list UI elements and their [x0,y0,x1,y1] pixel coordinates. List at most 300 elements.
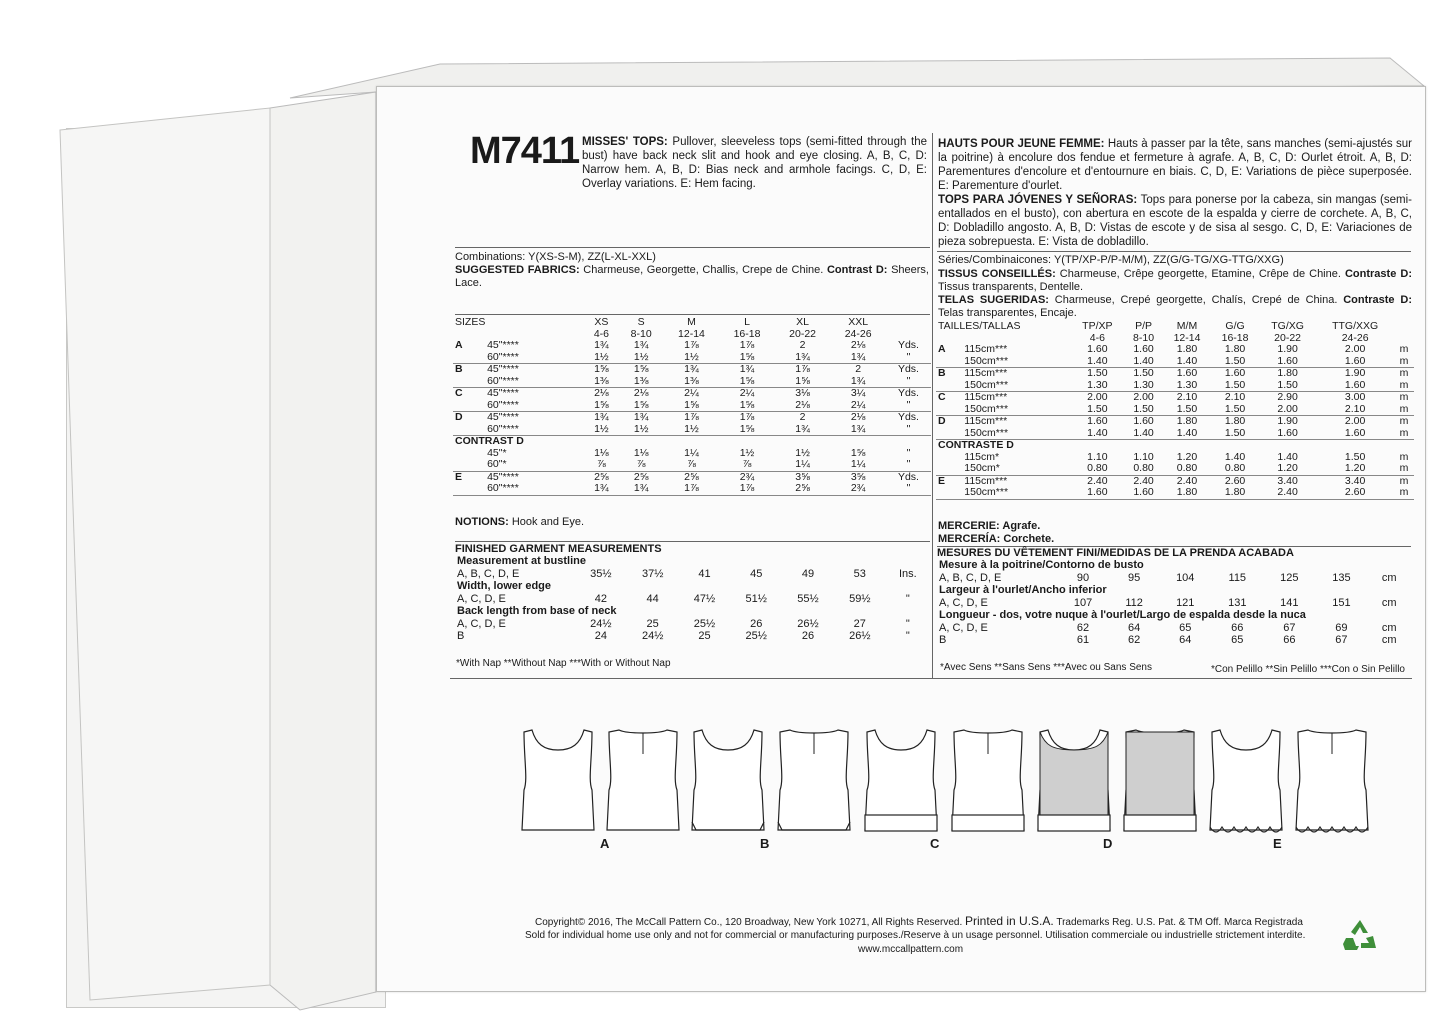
yardage-value: 2¾ [830,483,886,495]
yardage-row [936,428,1414,440]
finished-row [455,593,930,606]
yardage-value: 2 [799,411,806,423]
yardage-value: Yds. [897,470,919,483]
yardage-row [936,380,1414,392]
yardage-row [936,440,1414,452]
yardage-value: m [1394,463,1414,475]
measurement-value: " [905,630,910,643]
yardage-value: " [886,483,931,495]
fabric-width: 45"* [487,446,507,459]
notions-text: Hook and Eye. [511,516,584,528]
yardage-row [936,404,1414,416]
yardage-value: 2.00 [1133,391,1154,403]
measurement-value: 65 [1231,634,1244,647]
view-label: A [455,339,463,351]
fabric-width: 60"**** [485,424,584,436]
measurement-value: 55½ [797,592,819,605]
fabric-width: 115cm*** [964,415,1008,427]
yardage-value: 1¾ [594,411,609,423]
yardage-value: 2⅛ [594,387,609,399]
yardage-value: 2⅛ [633,387,649,399]
yardage-value: 1¾ [684,363,699,375]
measurement-value: 24½ [641,630,664,643]
recycle-icon [1342,918,1378,952]
description-en-heading: MISSES' TOPS: [582,136,668,148]
yardage-value [1259,440,1316,452]
yardage-value: 0.80 [1124,463,1163,475]
yardage-value: 1.50 [1071,404,1124,416]
yardage-value: 1.80 [1211,487,1259,499]
yardage-value: 1½ [619,424,664,436]
yardage-value: 1.60 [1316,356,1394,368]
yardage-value: m [1394,428,1414,440]
yardage-value: 1¾ [594,339,609,351]
printed-in: Printed in U.S.A. [965,914,1054,928]
finished-group-row [937,559,1411,572]
yardage-value: 0.80 [1071,463,1124,475]
yardage-value: 2.40 [1176,474,1198,487]
yardage-value: 1.90 [1277,415,1298,427]
yardage-value: 2 [855,363,862,375]
size-header: TAILLES/TALLAS [938,320,1021,332]
yardage-value: 1¾ [633,339,649,351]
yardage-header-row [453,317,931,329]
tissus-conseilles [938,268,1412,320]
yardage-value: 1.60 [1176,367,1198,379]
yardage-value: 1⅞ [739,411,755,423]
view-b-front-drawing [692,730,764,830]
yardage-value: 1.40 [1277,450,1298,463]
view-c-back-drawing [952,730,1024,831]
yardage-value: ⅞ [719,459,775,471]
yardage-row [936,368,1414,380]
view-label: C [455,387,463,399]
yardage-row [936,356,1414,368]
yardage-value: 2¾ [739,470,755,483]
yardage-value [1394,440,1414,452]
finished-group-row [937,609,1411,622]
yardage-value: 2⅝ [775,483,831,495]
yardage-value: 1½ [584,424,619,436]
yardage-value [1124,440,1163,452]
view-label [936,404,962,416]
yardage-value: 1.50 [1211,356,1259,368]
yardage-value: " [886,352,931,364]
view-label: B [455,363,463,375]
fabrics-heading: SUGGESTED FABRICS: [455,264,580,276]
fabric-width: 150cm*** [962,404,1070,416]
fabric-width: 150cm* [962,463,1070,475]
yardage-value: 1.60 [1133,343,1154,355]
yardage-value: 1¾ [830,352,886,364]
finished-row [937,622,1411,635]
yardage-value: 1.60 [1087,415,1108,427]
yardage-value: 2.60 [1316,487,1394,499]
finished-group-row [455,605,930,618]
description-en [582,135,927,191]
view-label-d: D [1103,836,1113,851]
yardage-value: 2.10 [1316,404,1394,416]
yardage-value: 2⅛ [775,400,831,412]
measurement-value: 151 [1332,596,1351,609]
view-label: CONTRAST D [455,435,524,447]
view-label [936,356,962,368]
views-label: B [457,630,465,643]
yardage-row [453,340,931,352]
view-label [936,452,962,464]
yardage-value: 1⅛ [633,446,649,459]
measurement-value: 104 [1176,571,1195,584]
yardage-value [1163,440,1211,452]
size-header: M [687,316,696,328]
yardage-row [936,392,1414,404]
measurement-heading: Mesure à la poitrine/Contorno de busto [939,559,1144,572]
yardage-value: 1.30 [1163,380,1211,392]
yardage-row [936,344,1414,356]
finished-group-row [455,555,930,568]
yardage-value: 1⅝ [719,376,775,388]
measurement-value: 125 [1280,571,1299,584]
measurement-value: 27 [853,617,866,630]
finished-row [937,634,1411,647]
yardage-value: Yds. [897,339,919,351]
yardage-value: 2.00 [1087,391,1108,403]
yardage-value: 3⅝ [795,470,810,483]
yardage-value: 1.80 [1176,343,1198,355]
yardage-value [830,436,886,448]
tissus-contrast-heading: Contraste D: [1344,268,1412,280]
size-header: S [637,316,645,328]
measurement-value: 121 [1176,596,1195,609]
yardage-value: 1¼ [830,459,886,471]
yardage-value: 1.30 [1124,380,1163,392]
yardage-value: 1¼ [684,446,699,459]
measurement-value: 47½ [693,592,716,605]
yardage-row [453,483,931,495]
yardage-value: 2.40 [1087,474,1108,487]
view-label [936,463,962,475]
yardage-value: 2⅛ [850,411,866,423]
measurement-heading: Largeur à l'ourlet/Ancho inferior [939,584,1107,597]
view-label: D [938,415,946,427]
view-label: E [938,474,946,487]
size-header [886,317,931,329]
finished-measurements-en [455,543,930,643]
yardage-row [936,452,1414,464]
pattern-number: M7411 [470,130,580,172]
yardage-value: m [1399,391,1409,403]
finished-row [455,618,930,631]
measurement-value: 25 [646,617,659,630]
yardage-value: " [906,446,911,459]
measurement-value: 115 [1228,571,1247,584]
yardage-value: 1.50 [1133,367,1154,379]
yardage-value: 1⅝ [719,352,775,364]
series-fr: Séries/Combinaicones: Y(TP/XP-P/P-M/M), ZZ(G/G-TG/XG-TTG/XXG) [938,254,1284,266]
fabrics-text: Charmeuse, Georgette, Challis, Crepe de Chine. [583,264,824,276]
yardage-value: " [886,424,931,436]
view-c-front-drawing [865,730,937,831]
measurement-value: 65 [1179,621,1192,634]
yardage-value: 1.50 [1211,404,1259,416]
yardage-value: 1.50 [1259,380,1316,392]
yardage-value: 1½ [664,424,720,436]
fabric-width: 60"* [485,459,584,471]
measurement-value: 26½ [797,617,819,630]
size-header [1394,321,1414,333]
yardage-value: 2⅝ [684,470,699,483]
view-label [453,376,485,388]
measurement-value: cm [1381,634,1397,647]
views-label: A, B, C, D, E [457,567,520,580]
fabric-width: 150cm*** [962,487,1070,499]
yardage-value: 2.10 [1224,391,1246,403]
yardage-value: 2.00 [1259,404,1316,416]
yardage-value: 1.20 [1176,450,1198,463]
view-label: D [455,411,463,423]
finished-title: MESURES DU VÊTEMENT FINI/MEDIDAS DE LA PRENDA ACABADA [937,547,1294,559]
size-header: G/G [1225,320,1245,332]
finished-row [937,597,1411,610]
yardage-value: 1⅞ [684,411,699,423]
measurement-value: 64 [1128,621,1141,634]
yardage-value: 1.10 [1133,450,1154,463]
size-header: XS [594,316,609,328]
yardage-value: 3⅛ [795,387,810,399]
view-label: A [938,343,946,355]
nap-footnote-fr: *Avec Sens **Sans Sens ***Avec ou Sans Sens [940,662,1152,673]
fabric-width: 60"**** [485,400,584,412]
yardage-value: 1.40 [1071,356,1124,368]
fabric-width: 115cm*** [964,343,1008,355]
yardage-value: 2.90 [1277,391,1298,403]
size-header: M/M [1176,320,1198,332]
rule [455,314,930,315]
yardage-value: 1.40 [1071,428,1124,440]
yardage-value: 0.80 [1163,463,1211,475]
yardage-value [584,436,619,448]
yardage-value: 1.60 [1124,487,1163,499]
size-range: 24-26 [1341,331,1369,344]
yardage-value: 1¾ [633,411,649,423]
measurement-value: 135 [1332,571,1351,584]
view-drawings [520,715,1400,855]
yardage-value: 1½ [619,352,664,364]
yardage-value [1211,440,1259,452]
fabrics-contrast-heading: Contrast D: [826,264,888,276]
yardage-value: 1¼ [775,459,831,471]
yardage-value [1071,440,1124,452]
yardage-row [453,376,931,388]
yardage-value: 1⅝ [850,446,866,459]
measurement-heading: Back length from base of neck [457,605,617,618]
telas-text: Charmeuse, Crepé georgette, Chalís, Crepé de China. [1054,294,1338,306]
merceria: MERCERÍA: Corchete. [938,533,1055,545]
size-range: 20-22 [789,327,816,340]
yardage-value: Yds. [897,411,919,423]
yardage-value: 1.60 [1316,428,1394,440]
fabric-width: 60"**** [485,483,584,495]
measurement-value: 67 [1283,621,1296,634]
rule [455,541,930,542]
yardage-value: m [1399,415,1409,427]
finished-title: FINISHED GARMENT MEASUREMENTS [455,543,662,555]
measurement-value: 66 [1283,634,1296,647]
yardage-value: 1⅜ [664,376,720,388]
rule [450,678,1412,679]
yardage-table-fr [936,321,1414,500]
yardage-table-en [453,317,931,496]
usage-notice: Sold for individual home use only and not for commercial or manufacturing purposes./Reserve à un usage personnel. Utilisation commerciale ou industrielle strictement interdite. [525,930,1306,941]
yardage-value: 1.30 [1071,380,1124,392]
yardage-value: m [1394,380,1414,392]
size-header: TTG/XXG [1332,320,1379,332]
yardage-value: 1½ [739,446,755,459]
measurement-value: cm [1381,596,1397,609]
yardage-value: 1.60 [1259,356,1316,368]
fabric-width: 115cm*** [964,391,1008,403]
size-header: XXL [848,316,869,328]
yardage-value: " [886,459,931,471]
yardage-value: 2.40 [1133,474,1154,487]
tissus-text: Charmeuse, Crêpe georgette, Etamine, Crêpe de Chine. [1059,268,1341,280]
yardage-value: 1.40 [1124,356,1163,368]
yardage-value: 1.40 [1224,450,1246,463]
yardage-value: 1¾ [830,376,886,388]
size-range: 16-18 [733,327,761,340]
yardage-row [453,436,931,448]
size-header: SIZES [455,316,486,328]
yardage-value: 1.60 [1133,415,1154,427]
yardage-value [719,436,775,448]
yardage-value: " [886,400,931,412]
view-label [453,448,485,460]
yardage-value: 1⅞ [739,339,755,351]
view-d-front-drawing [1038,730,1110,831]
measurement-value: 42 [594,592,608,605]
view-label-b: B [760,836,770,851]
fabric-width: 45"**** [487,411,519,423]
telas-contrast-heading: Contraste D: [1343,294,1412,306]
yardage-value: 1⅞ [719,483,775,495]
yardage-value: 1.90 [1344,367,1366,379]
views-label: A, C, D, E [457,617,506,630]
measurement-value: 35½ [590,567,612,580]
fabric-width: 45"**** [487,363,519,375]
notions-heading: NOTIONS: [455,516,509,528]
yardage-value: 2⅛ [850,339,866,351]
yardage-value: ⅞ [584,459,619,471]
views-label: A, B, C, D, E [939,571,1002,584]
measurement-value: 62 [1076,621,1090,634]
yardage-value: 1.60 [1259,428,1316,440]
yardage-value: m [1394,404,1414,416]
finished-group-row [455,580,930,593]
size-range: 4-6 [1089,331,1105,344]
measurement-heading: Measurement at bustline [457,555,586,568]
yardage-value: 1⅝ [584,400,619,412]
yardage-value: 1.20 [1316,463,1394,475]
view-label [453,424,485,436]
view-label: CONTRASTE D [938,439,1014,451]
finished-measurements-fr [937,547,1411,647]
view-label [453,483,485,495]
yardage-value: 1⅝ [633,363,649,375]
telas-heading: TELAS SUGERIDAS: [938,294,1049,306]
yardage-value: 2.00 [1344,415,1366,427]
yardage-value: 1⅝ [619,400,664,412]
yardage-row [453,388,931,400]
view-label [453,459,485,471]
measurement-value: 69 [1335,621,1348,634]
column-divider [932,133,933,678]
measurement-value: 37½ [641,567,664,580]
description-es-heading: TOPS PARA JÓVENES Y SEÑORAS: [938,194,1138,206]
yardage-value [619,436,664,448]
yardage-value: 2.00 [1344,343,1366,355]
size-header: P/P [1135,320,1152,332]
yardage-value: 2¼ [684,387,699,399]
yardage-value [886,436,931,448]
yardage-value: 1⅝ [664,400,720,412]
size-range: 20-22 [1274,331,1302,344]
size-range: 12-14 [678,327,705,340]
yardage-value: 1.10 [1087,450,1108,463]
finished-group-row [937,584,1411,597]
yardage-value: 1.50 [1124,404,1163,416]
finished-table [937,559,1411,647]
rule [937,251,1411,252]
measurement-value: 95 [1128,571,1141,584]
yardage-value: 1.50 [1344,450,1366,463]
yardage-row [936,416,1414,428]
yardage-value: 2¼ [830,400,886,412]
yardage-value: 1.80 [1277,367,1298,379]
size-range: 8-10 [630,327,652,340]
measurement-value: Ins. [898,567,917,580]
description-fr [938,137,1412,249]
yardage-value: m [1394,356,1414,368]
measurement-value: 141 [1280,596,1299,609]
measurement-value: 66 [1231,621,1244,634]
yardage-value: m [1399,474,1409,487]
description-en-text: Pullover, sleeveless tops (semi-fitted through the bust) have back neck slit and hook and eye closing. A, B, C, D: Narrow hem. A, B, D: Bias neck and armhole facings. C, D, E: Overlay variations. E: Hem facing. [582,136,927,190]
size-range: 12-14 [1173,331,1201,344]
measurement-value: 67 [1335,634,1348,647]
yardage-value: 2 [799,339,806,351]
fabric-width: 150cm*** [962,380,1070,392]
yardage-value: 2¼ [739,387,755,399]
view-a-front-drawing [522,730,594,830]
yardage-value: 2.40 [1259,487,1316,499]
yardage-value: m [1399,367,1409,379]
measurement-value: 59½ [849,592,871,605]
yardage-value: 0.80 [1211,463,1259,475]
views-label: A, C, D, E [457,592,506,605]
size-header: L [744,316,750,328]
measurement-value: 26½ [849,630,871,643]
yardage-value: Yds. [897,363,919,375]
view-label: E [455,470,463,483]
view-label-c: C [930,836,940,851]
yardage-row [936,487,1414,499]
fabric-width: 150cm*** [962,428,1070,440]
view-e-front-drawing [1210,730,1282,832]
yardage-row [453,364,931,376]
views-label: B [939,634,947,647]
yardage-value: 1.60 [1087,343,1108,355]
yardage-value: 1.50 [1211,428,1259,440]
